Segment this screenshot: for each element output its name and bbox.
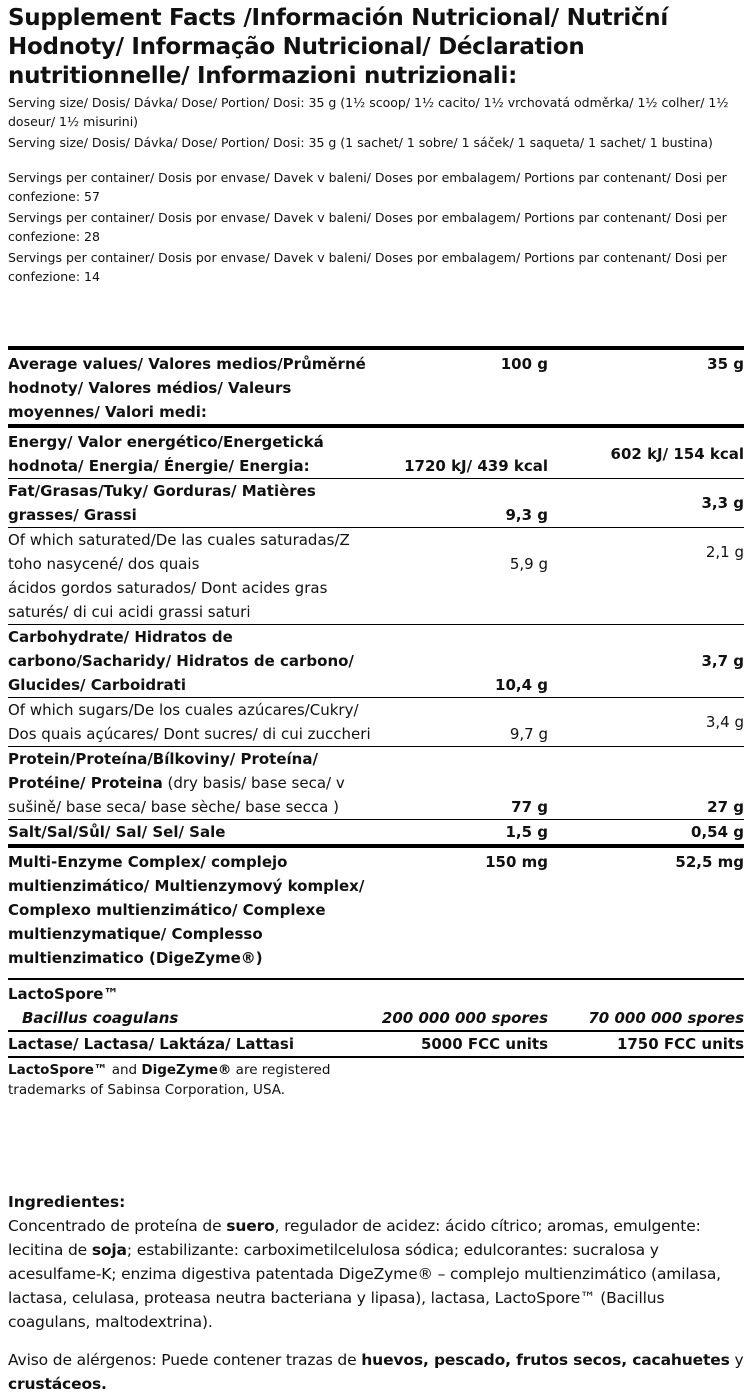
enzyme-label: Multi-Enzyme Complex/ complejo multienzimático/ Multienzymový komplex/ Complexo multienzimático/ Complexe multienzymatique/ Complesso multienzimatico (DigeZyme®) [8,846,378,979]
carbohydrate-label: Carbohydrate/ Hidratos de carbono/Sacharidy/ Hidratos de carbono/ Glucides/ Carboidrati [8,625,378,698]
protein-label-bold: Protein/Proteína/Bílkoviny/ Proteína/ Protéine/ Proteina [8,750,318,792]
servings-per-container-28: Servings per container/ Dosis por envase/ Davek v baleni/ Doses por embalagem/ Portions par contenant/ Dosi per confezione: 28 [8,210,727,244]
table-header-row [8,348,744,426]
table-row-saturated-continued [8,576,744,625]
table-row-lactase [8,1031,744,1057]
protein-label-rest: (dry basis/ base seca/ v sušině/ base seca/ base sèche/ base secca ) [8,774,345,816]
table-row-fat [8,479,744,528]
ingredients-section [8,1190,748,1396]
bacillus-per-35g: 70 000 000 spores [588,1009,744,1027]
serving-size-scoop: Serving size/ Dosis/ Dávka/ Dose/ Portion/ Dosi: 35 g (1½ scoop/ 1½ cacito/ 1½ vrchovatá odměrka/ 1½ colher/ 1½ doseur/ 1½ misurini) [8,95,729,129]
saturated-label-continued: ácidos gordos saturados/ Dont acides gras saturés/ di cui acidi grassi saturi [8,579,328,621]
table-row-enzyme [8,846,744,979]
table-row-trademark [8,1057,744,1100]
header-per-35g: 35 g [548,348,744,426]
lactase-per-100g: 5000 FCC units [378,1031,548,1057]
saturated-per-35g: 2,1 g [548,528,744,577]
lactase-per-35g: 1750 FCC units [548,1031,744,1057]
allergen-warning: Aviso de alérgenos: Puede contener trazas de huevos, pescado, frutos secos, cacahuetes y crustáceos. [8,1351,744,1393]
table-row-sugars [8,698,744,747]
salt-per-100g: 1,5 g [378,820,548,847]
table-row-energy [8,426,744,479]
header-label: Average values/ Valores medios/Průměrné hodnoty/ Valores médios/ Valeurs moyennes/ Valori medi: [8,348,378,426]
table-row-bacillus [8,1006,744,1031]
energy-label: Energy/ Valor energético/Energetická hodnota/ Energia/ Énergie/ Energia: [8,426,378,479]
fat-per-35g: 3,3 g [548,479,744,528]
protein-per-35g: 27 g [548,747,744,820]
servings-per-container-14: Servings per container/ Dosis por envase/ Davek v baleni/ Doses por embalagem/ Portions par contenant/ Dosi per confezione: 14 [8,250,727,284]
bacillus-label: Bacillus coagulans [22,1009,179,1027]
salt-per-35g: 0,54 g [548,820,744,847]
saturated-label: Of which saturated/De las cuales saturadas/Z toho nasycené/ dos quais [8,528,378,577]
table-row-carbohydrate [8,625,744,698]
carbohydrate-per-100g: 10,4 g [378,625,548,698]
energy-per-100g: 1720 kJ/ 439 kcal [378,426,548,479]
carbohydrate-per-35g: 3,7 g [548,625,744,698]
enzyme-per-35g: 52,5 mg [548,846,744,979]
sugars-per-100g: 9,7 g [378,698,548,747]
protein-per-100g: 77 g [378,747,548,820]
enzyme-per-100g: 150 mg [378,846,548,979]
bacillus-per-100g: 200 000 000 spores [381,1009,548,1027]
servings-per-container-57: Servings per container/ Dosis por envase/ Davek v baleni/ Doses por embalagem/ Portions par contenant/ Dosi per confezione: 57 [8,170,727,204]
table-row-saturated [8,528,744,577]
protein-label [8,747,378,820]
serving-size-sachet: Serving size/ Dosis/ Dávka/ Dose/ Portion/ Dosi: 35 g (1 sachet/ 1 sobre/ 1 sáček/ 1 saqueta/ 1 sachet/ 1 bustina) [8,135,713,150]
fat-label: Fat/Grasas/Tuky/ Gorduras/ Matières grasses/ Grassi [8,479,378,528]
saturated-per-100g: 5,9 g [378,528,548,577]
ingredients-text: Concentrado de proteína de suero, regulador de acidez: ácido cítrico; aromas, emulgente: lecitina de soja; estabilizante: carboximetilcelulosa sódica; edulcorantes: sucralosa y acesulfame-K; enzima digestiva patentada DigeZyme® – complejo multienzimático (amilasa, lactasa, celulasa, proteasa neutra bacteriana y lipasa), lactasa, LactoSpore™ (Bacillus coagulans, maltodextrina). [8,1217,721,1331]
salt-label: Salt/Sal/Sůl/ Sal/ Sel/ Sale [8,820,378,847]
sugars-per-35g: 3,4 g [548,698,744,747]
sugars-label: Of which sugars/De los cuales azúcares/Cukry/ Dos quais açúcares/ Dont sucres/ di cui zuccheri [8,698,378,747]
lactase-label: Lactase/ Lactasa/ Laktáza/ Lattasi [8,1031,378,1057]
header-per-100g: 100 g [378,348,548,426]
fat-per-100g: 9,3 g [378,479,548,528]
panel-title: Supplement Facts /Información Nutricional/ Nutriční Hodnoty/ Informação Nutricional/ Déclaration nutritionnelle/ Informazioni nutrizionali: [8,5,668,89]
nutrition-table [8,346,744,1100]
lactospore-label: LactoSpore™ [8,979,378,1006]
table-row-lactospore [8,979,744,1006]
trademark-note: LactoSpore™ and DigeZyme® are registered trademarks of Sabinsa Corporation, USA. [8,1057,378,1100]
table-row-salt [8,820,744,847]
ingredients-heading: Ingredientes: [8,1193,126,1211]
table-row-protein [8,747,744,820]
energy-per-35g: 602 kJ/ 154 kcal [548,426,744,479]
